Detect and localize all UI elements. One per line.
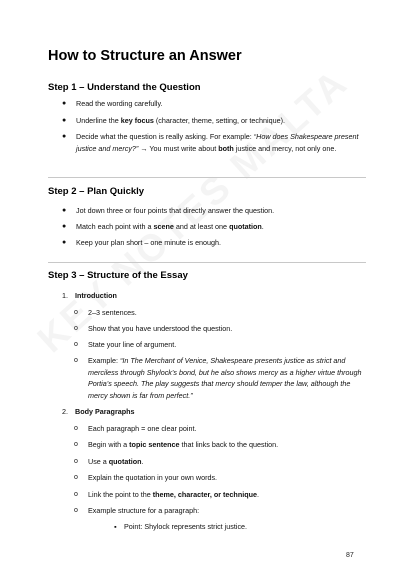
document-page: How to Structure an Answer Step 1 – Understand the Question ● Read the wording carefully. ● Underline the key focus (character, theme, setting, or technique). ● Decide what the question is really asking. For example: “How does Shakespeare present justice and mercy?” → You must write about both justice and mercy, not only one. Step 2 – Plan Quickly ● Jot down three or four points that directly answer the question. ● Match each point with a scene and at least one quotation. ● Keep your plan short – one minute is enough. Step 3 – Structure of the Essay 1. Introduction o 2–3 sentences. o Show that you have understood the question. o State your line of argument. o Example: “In The Merchant of Venice, Shakespeare presents justice as strict and merciless through Shylock’s bond, but he also shows mercy as a higher virtue through Portia’s speech. The play suggests that mercy should temper the law, although the mercy shown is far from perfect.” 2. Body Paragraphs o Each paragraph = one clear point. o Begin with a topic sentence that links back to the question. o Use a quotation. o Explain the quotation in your own words. o Link the point to the theme, character, or technique. o Example structure for a paragraph: ▪ Point: Shylock represents strict justice. 87	[0, 0, 416, 588]
circle-bullet-icon: o	[74, 309, 78, 316]
bullet-icon: ●	[62, 133, 67, 140]
bullet-icon: ●	[62, 239, 67, 246]
circle-bullet-icon: o	[74, 357, 78, 364]
step1-heading: Step 1 – Understand the Question	[48, 82, 201, 93]
bullet-icon: ●	[62, 223, 67, 230]
circle-bullet-icon: o	[74, 441, 78, 448]
circle-bullet-icon: o	[74, 458, 78, 465]
circle-bullet-icon: o	[74, 325, 78, 332]
step3-heading: Step 3 – Structure of the Essay	[48, 270, 188, 281]
circle-bullet-icon: o	[74, 474, 78, 481]
bullet-icon: ●	[62, 117, 67, 124]
divider	[48, 262, 366, 263]
circle-bullet-icon: o	[74, 341, 78, 348]
circle-bullet-icon: o	[74, 425, 78, 432]
circle-bullet-icon: o	[74, 507, 78, 514]
circle-bullet-icon: o	[74, 491, 78, 498]
bullet-icon: ●	[62, 207, 67, 214]
divider	[48, 177, 366, 178]
bullet-icon: ●	[62, 100, 67, 107]
page-number: 87	[346, 552, 354, 559]
square-bullet-icon: ▪	[114, 522, 117, 531]
step2-heading: Step 2 – Plan Quickly	[48, 186, 145, 197]
page-title: How to Structure an Answer	[48, 48, 242, 64]
